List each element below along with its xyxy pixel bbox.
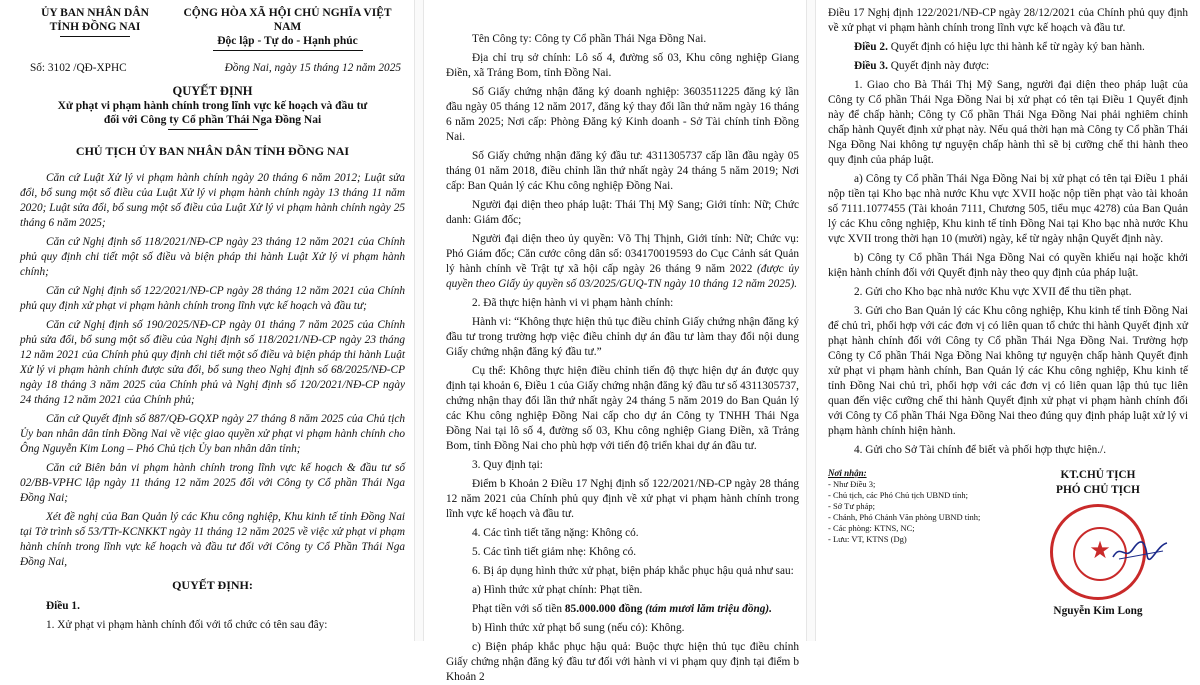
- item-6a: a) Hình thức xử phạt chính: Phạt tiền.: [472, 584, 643, 596]
- article-2-text: Quyết định có hiệu lực thi hành kể từ ngày ký ban hành.: [887, 41, 1145, 53]
- article-3-item-1: 1. Giao cho Bà Thái Thị Mỹ Sang, người đại diện theo pháp luật của Công ty Cổ phần Thái Nga Đồng Nai bị xử phạt có tên tại Điều 1 Quyết định này để chấp hành; Công ty Cổ phần Thái Nga Đồng Nai phải nghiêm chỉnh chấp hành Quyết định xử phạt này. Nếu quá thời hạn mà Công ty Cổ phần Thái Nga Đồng Nai không tự nguyện chấp hành thì sẽ bị cưỡng chế thi hành theo quy định của pháp luật.: [828, 79, 1188, 166]
- recipient-item: - Sở Tư pháp;: [828, 501, 875, 511]
- legal-basis: Căn cứ Quyết định số 887/QĐ-GQXP ngày 27 tháng 8 năm 2025 của Chủ tịch Ủy ban nhân dân tỉnh Đồng Nai về việc giao quyền xử phạt vi phạm hành chính cho Ông Nguyễn Kim Long – Phó Chủ tịch Ủy ban nhân dân tỉnh;: [20, 413, 405, 455]
- recipients-list: [828, 468, 1008, 619]
- document-title: QUYẾT ĐỊNH: [172, 84, 253, 98]
- article-3-item-2: 2. Gửi cho Kho bạc nhà nước Khu vực XVII để thu tiền phạt.: [854, 286, 1132, 298]
- authorized-representative: [446, 232, 799, 292]
- legal-basis: Căn cứ Biên bản vi phạm hành chính trong lĩnh vực kế hoạch & đầu tư số 02/BB-VPHC lập ngày 11 tháng 12 năm 2025 đối với Công ty Cổ phần Thái Nga Đồng Nai;: [20, 462, 405, 504]
- fine-prefix: Phạt tiền với số tiền: [472, 603, 565, 615]
- authority-line-1: ỦY BAN NHÂN DÂN: [41, 7, 149, 19]
- signer-name: Nguyễn Kim Long: [1053, 605, 1143, 617]
- article-1-item-1: 1. Xử phạt vi phạm hành chính đối với tổ chức có tên sau đây:: [46, 619, 328, 631]
- article-3-item-1b: b) Công ty Cổ phần Thái Nga Đồng Nai có quyền khiếu nại hoặc khởi kiện hành chính đối với Quyết định này theo quy định của pháp luật.: [828, 252, 1188, 279]
- place-date: Đồng Nai, ngày 15 tháng 12 năm 2025: [224, 62, 401, 74]
- page-column-2: [422, 0, 807, 683]
- subject-underline: [168, 129, 258, 130]
- violation-detail: Cụ thể: Không thực hiện điều chỉnh tiến độ thực hiện dự án được quy định tại khoản 6, Điều 1 của Giấy chứng nhận đăng ký đầu tư số 4311305737, chứng nhận thay đổi lần thứ nhất ngày 24 tháng 5 năm 2019 do Ban Quản lý các Khu công nghiệp Đồng Nai cấp cho dự án Công ty TNHH Thái Nga Đồng Nai tại lô số 4, đường số 03, Khu công nghiệp Giang Điền, xã Trảng Bom, tỉnh Đồng Nai cho phù hợp với tiến độ triển khai dự án đầu tư.: [446, 365, 799, 452]
- fine-line: [446, 602, 799, 617]
- article-2-label: Điều 2.: [854, 41, 888, 53]
- legal-representative: Người đại diện theo pháp luật: Thái Thị Mỹ Sang; Giới tính: Nữ; Chức danh: Giám đốc;: [446, 199, 799, 226]
- subject-line-1: Xử phạt vi phạm hành chính trong lĩnh vực kế hoạch và đầu tư: [57, 100, 368, 112]
- legal-basis: Căn cứ Nghị định số 118/2021/NĐ-CP ngày 23 tháng 12 năm 2021 của Chính phủ quy định chi tiết một số điều và biện pháp thi hành Luật Xử lý vi phạm hành chính;: [20, 236, 405, 278]
- article-1-heading: Điều 1.: [46, 600, 80, 612]
- authorized-rep-text: Người đại diện theo ủy quyền: Võ Thị Thịnh, Giới tính: Nữ; Chức vụ: Phó Giám đốc; Căn cước công dân số: 034170019593 do Cục Cảnh sát Quản lý hành chính về Trật tự xã hội cấp ngày 26 tháng 9 năm 2022: [446, 233, 799, 275]
- legal-basis: Căn cứ Nghị định số 190/2025/NĐ-CP ngày 01 tháng 7 năm 2025 của Chính phủ sửa đổi, bổ sung một số điều của Nghị định số 118/2021/NĐ-CP ngày 23 tháng 12 năm 2021 của Chính phủ quy định chi tiết một số điều và biện pháp thi hành Luật Xử lý vi phạm hành chính được sửa đổi, bổ sung theo Nghị định số 68/2025/NĐ-CP ngày 18 tháng 3 năm 2025 của Chính phủ và Nghị định số 120/2021/NĐ-CP ngày 24 tháng 12 năm 2021 của Chính phủ;: [20, 319, 405, 406]
- page-column-3: [812, 0, 1200, 641]
- article-3-item-3: 3. Gửi cho Ban Quản lý các Khu công nghiệp, Khu kinh tế tỉnh Đồng Nai để chủ trì, phối hợp với các đơn vị có liên quan tổ chức thi hành Quyết định xử phạt hành chính đối với Công ty Cổ phần Thái Nga Đồng Nai. Trường hợp Công ty Cổ phần Thái Nga Đồng Nai không tự nguyện chấp hành Quyết định xử phạt vi phạm hành chính, Ban Quản lý các Khu công nghiệp, Khu kinh tế tỉnh Đồng Nai chủ trì, phối hợp với các đơn vị có liên quan lập thủ tục liên quan đến việc cưỡng chế thi hành Quyết định xử phạt vi phạm hành chính đối với Công ty Cổ phần Thái Nga Đồng Nai theo đúng quy định pháp luật xử lý vi phạm hành chính hiện hành.: [828, 305, 1188, 437]
- document-meta: [20, 61, 405, 76]
- nation-line-1: CỘNG HÒA XÃ HỘI CHỦ NGHĨA VIỆT NAM: [183, 7, 392, 33]
- enterprise-registration: Số Giấy chứng nhận đăng ký doanh nghiệp: 3603511225 đăng ký lần đầu ngày 05 tháng 12 năm 2017, đăng ký thay đổi lần thứ năm ngày 16 tháng 6 năm 2025; Nơi cấp: Phòng Đăng ký Kinh doanh - Sở Tài chính tỉnh Đồng Nai.: [446, 86, 799, 143]
- article-3-text: Quyết định này được:: [887, 60, 990, 72]
- article-3-label: Điều 3.: [854, 60, 888, 72]
- authority-line-2: TỈNH ĐỒNG NAI: [49, 21, 141, 33]
- motto-underline: [213, 50, 363, 51]
- item-6c: c) Biện pháp khắc phục hậu quả: Buộc thực hiện thủ tục điều chỉnh Giấy chứng nhận đăng ký đầu tư đối với hành vi vi phạm quy định tại điểm b Khoản 2: [446, 641, 799, 683]
- item-6c-continued: Điều 17 Nghị định 122/2021/NĐ-CP ngày 28/12/2021 của Chính phủ quy định về xử phạt vi phạm hành chính trong lĩnh vực kế hoạch và đầu tư.: [828, 7, 1188, 34]
- document-subject: [20, 99, 405, 130]
- article-3-item-4: 4. Gửi cho Sở Tài chính để biết và phối hợp thực hiện./.: [854, 444, 1107, 456]
- article-2: [828, 40, 1188, 55]
- item-5: 5. Các tình tiết giảm nhẹ: Không có.: [472, 546, 637, 558]
- issuing-authority: [20, 6, 170, 51]
- legal-basis: Xét đề nghị của Ban Quản lý các Khu công nghiệp, Khu kinh tế tỉnh Đồng Nai tại Tờ trình số 53/TTr-KCNKKT ngày 11 tháng 12 năm 2025 về việc xử phạt vi phạm hành chính trong lĩnh vực kế hoạch và đầu tư đối với Công ty Cổ Phần Thái Nga Đồng Nai,: [20, 511, 405, 568]
- document-header: [20, 6, 405, 51]
- company-address: Địa chỉ trụ sở chính: Lô số 4, đường số 03, Khu công nghiệp Giang Điền, xã Trảng Bom, tỉnh Đồng Nai.: [446, 52, 799, 79]
- item-6b: b) Hình thức xử phạt bổ sung (nếu có): Không.: [472, 622, 685, 634]
- legal-rule: Điểm b Khoản 2 Điều 17 Nghị định số 122/2021/NĐ-CP ngày 28 tháng 12 năm 2021 của Chính phủ quy định về xử phạt vi phạm hành chính trong lĩnh vực kế hoạch và đầu tư.: [446, 478, 799, 520]
- authority-underline: [60, 36, 130, 37]
- article-3-item-1a: a) Công ty Cổ phần Thái Nga Đồng Nai bị xử phạt có tên tại Điều 1 phải nộp tiền tại Kho bạc nhà nước Khu vực XVII hoặc nộp tiền phạt vào tài khoản số 7111.1077455 (Tài khoản 7111, Chương 505, tiểu mục 4278) của Ban Quản lý các Khu công nghiệp, Khu kinh tế tỉnh Đồng Nai tại Kho bạc nhà nước Khu vực XVII trong thời hạn 10 (mười) ngày, kể từ ngày nhận Quyết định này.: [828, 173, 1188, 245]
- nation-line-2: Độc lập - Tự do - Hạnh phúc: [217, 35, 358, 47]
- recipient-item: - Lưu: VT, KTNS (Dg): [828, 534, 907, 544]
- legal-basis: Căn cứ Luật Xử lý vi phạm hành chính ngày 20 tháng 6 năm 2012; Luật sửa đổi, bổ sung một số điều của Luật Xử lý vi phạm hành chính ngày 13 tháng 11 năm 2020; Luật sửa đổi, bổ sung một số điều của Luật Xử lý vi phạm hành chính ngày 25 tháng 6 năm 2025;: [20, 172, 405, 229]
- authorization-note: (được ủy quyền theo Giấy ủy quyền số 03/2025/GUQ-TN ngày 10 tháng 12 năm 2025).: [446, 263, 799, 290]
- fine-in-words: (tám mươi lăm triệu đồng).: [642, 603, 772, 615]
- handwritten-signature-icon: [1111, 537, 1169, 563]
- item-3: 3. Quy định tại:: [472, 459, 543, 471]
- national-motto: [170, 6, 405, 51]
- article-3: [828, 59, 1188, 74]
- issuer-heading: CHỦ TỊCH ỦY BAN NHÂN DÂN TỈNH ĐỒNG NAI: [75, 144, 350, 158]
- recipient-item: - Chủ tịch, các Phó Chủ tịch UBND tỉnh;: [828, 490, 969, 500]
- document-number: Số: 3102 /QĐ-XPHC: [30, 62, 127, 74]
- company-name: Tên Công ty: Công ty Cổ phần Thái Nga Đồng Nai.: [472, 33, 707, 45]
- legal-basis: Căn cứ Nghị định số 122/2021/NĐ-CP ngày 28 tháng 12 năm 2021 của Chính phủ quy định xử phạt vi phạm hành chính trong lĩnh vực kế hoạch và đầu tư;: [20, 285, 405, 312]
- recipient-item: - Như Điều 3;: [828, 479, 876, 489]
- investment-certificate: Số Giấy chứng nhận đăng ký đầu tư: 4311305737 cấp lần đầu ngày 05 tháng 01 năm 2018, điều chỉnh lần thứ nhất ngày 24 tháng 5 năm 2019; Nơi cấp: Ban Quản lý các Khu công nghiệp Đồng Nai.: [446, 150, 799, 192]
- signature-block: [828, 468, 1188, 619]
- official-seal-icon: [1050, 504, 1146, 600]
- item-6: 6. Bị áp dụng hình thức xử phạt, biện pháp khắc phục hậu quả như sau:: [472, 565, 794, 577]
- signer-role-1: KT.CHỦ TỊCH: [1060, 469, 1136, 481]
- signer-role-2: PHÓ CHỦ TỊCH: [1056, 484, 1140, 496]
- item-2: 2. Đã thực hiện hành vi vi phạm hành chính:: [472, 297, 674, 309]
- recipient-item: - Các phòng: KTNS, NC;: [828, 523, 915, 533]
- recipient-item: - Chánh, Phó Chánh Văn phòng UBND tỉnh;: [828, 512, 981, 522]
- signer: [1008, 468, 1188, 619]
- subject-line-2: đối với Công ty Cổ phần Thái Nga Đồng Nai: [103, 114, 322, 126]
- item-4: 4. Các tình tiết tăng nặng: Không có.: [472, 527, 639, 539]
- fine-amount: 85.000.000 đồng: [564, 603, 643, 615]
- decide-heading: QUYẾT ĐỊNH:: [172, 578, 253, 592]
- violation-act: Hành vi: “Không thực hiện thủ tục điều chỉnh Giấy chứng nhận đăng ký đầu tư trong trường hợp việc điều chỉnh dự án đầu tư làm thay đổi nội dung Giấy chứng nhận đăng ký đầu tư.”: [446, 316, 799, 358]
- seal-star-icon: ★: [1089, 538, 1111, 564]
- recipients-title: Nơi nhận:: [828, 468, 867, 478]
- page-column-1: [0, 0, 415, 641]
